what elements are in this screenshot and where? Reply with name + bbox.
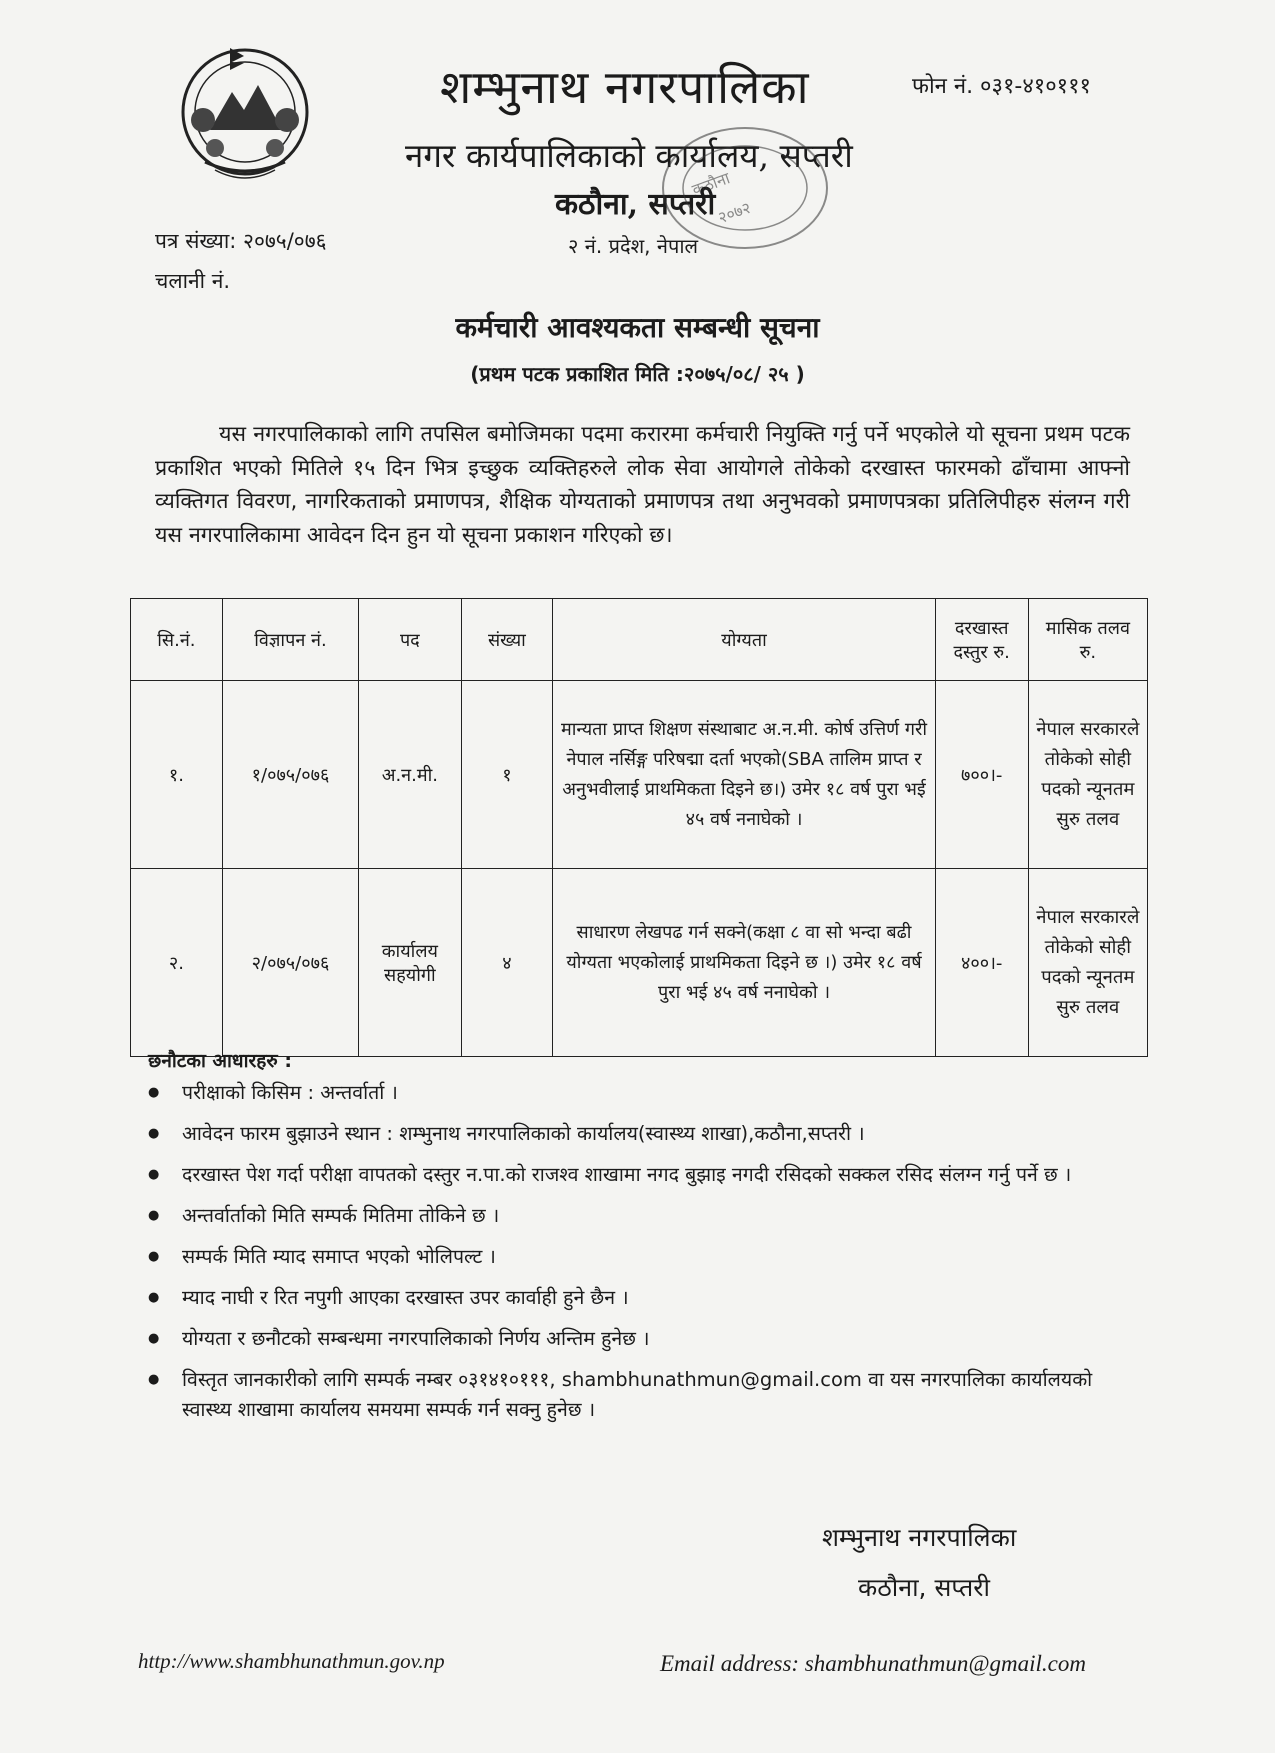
selection-basis-list: [128, 1078, 1133, 1436]
cell-ad-number: १/०७५/०७६: [222, 681, 358, 869]
cell-post: अ.न.मी.: [359, 681, 461, 869]
notice-title: कर्मचारी आवश्यकता सम्बन्धी सूचना: [455, 311, 820, 344]
list-item: ● सम्पर्क मिति म्याद समाप्त भएको भोलिपल्ट ।: [128, 1242, 1133, 1272]
office-location: कठौना, सप्तरी: [555, 187, 716, 222]
nepal-emblem-icon: [170, 30, 320, 190]
footer-email: Email address: shambhunathmun@gmail.com: [660, 1651, 1086, 1676]
cell-serial: १.: [131, 681, 223, 869]
cell-salary: नेपाल सरकारले तोकेको सोही पदको न्यूनतम सुरु तलव: [1028, 681, 1147, 869]
cell-qualification: मान्यता प्राप्त शिक्षण संस्थाबाट अ.न.मी. कोर्ष उत्तिर्ण गरी नेपाल नर्सिङ्ग परिषद्मा दर्ता भएको(SBA तालिम प्राप्त र अनुभवीलाई प्राथमिकता दिइने छ।) उमेर १८ वर्ष पुरा भई ४५ वर्ष ननाघेको ।: [553, 681, 935, 869]
svg-text:२०७२: २०७२: [715, 197, 754, 228]
header-fee: दरखास्त दस्तुर रु.: [935, 599, 1028, 681]
list-item: ● दरखास्त पेश गर्दा परीक्षा वापतको दस्तुर न.पा.को राजश्व शाखामा नगद बुझाइ नगदी रसिदको सक्कल रसिद संलग्न गर्नु पर्ने छ ।: [128, 1160, 1133, 1190]
header-qualification: योग्यता: [553, 599, 935, 681]
cell-fee: ७००।-: [935, 681, 1028, 869]
municipality-name: शम्भुनाथ नगरपालिका: [440, 60, 810, 114]
header-salary: मासिक तलव रु.: [1028, 599, 1147, 681]
header-serial: सि.नं.: [131, 599, 223, 681]
header-ad-number: विज्ञापन नं.: [222, 599, 358, 681]
intro-paragraph: यस नगरपालिकाको लागि तपसिल बमोजिमका पदमा करारमा कर्मचारी नियुक्ति गर्नु पर्ने भएकोले यो सूचना प्रथम पटक प्रकाशित भएको मितिले १५ दिन भित्र इच्छुक व्यक्तिहरुले लोक सेवा आयोगले तोकेको दरखास्त फारमको ढाँचामा आफ्नो व्यक्तिगत विवरण, नागरिकताको प्रमाणपत्र, शैक्षिक योग्यताको प्रमाणपत्र तथा अनुभवको प्रमाणपत्रका प्रतिलिपीहरु संलग्न गरी यस नगरपालिकामा आवेदन दिन हुन यो सूचना प्रकाशन गरिएको छ।: [155, 422, 1130, 548]
header-count: संख्या: [461, 599, 553, 681]
list-item: ● योग्यता र छनौटको सम्बन्धमा नगरपालिकाको निर्णय अन्तिम हुनेछ ।: [128, 1324, 1133, 1354]
cell-count: ४: [461, 869, 553, 1057]
signature-municipality: शम्भुनाथ नगरपालिका: [822, 1523, 1017, 1552]
list-item: ● म्याद नाघी र रित नपुगी आएका दरखास्त उपर कार्वाही हुने छैन ।: [128, 1283, 1133, 1313]
cell-count: १: [461, 681, 553, 869]
cell-serial: २.: [131, 869, 223, 1057]
notice-subtitle: (प्रथम पटक प्रकाशित मिति :२०७५/०८/ २५ ): [470, 362, 805, 386]
province-line: २ नं. प्रदेश, नेपाल: [568, 234, 699, 258]
vacancy-table: [130, 598, 1148, 1057]
cell-salary: नेपाल सरकारले तोकेको सोही पदको न्यूनतम सुरु तलव: [1028, 869, 1147, 1057]
cell-post: कार्यालय सहयोगी: [359, 869, 461, 1057]
footer-website: http://www.shambhunathmun.gov.np: [138, 1649, 445, 1673]
list-item: ● विस्तृत जानकारीको लागि सम्पर्क नम्बर ०३१४१०१११, shambhunathmun@gmail.com वा यस नगरपालिका कार्यालयको स्वास्थ्य शाखामा कार्यालय समयमा सम्पर्क गर्न सक्नु हुनेछ ।: [128, 1365, 1133, 1425]
header-post: पद: [359, 599, 461, 681]
table-row: [131, 869, 1148, 1057]
signature-location: कठौना, सप्तरी: [858, 1573, 990, 1602]
list-item: ● परीक्षाको किसिम : अन्तर्वार्ता ।: [128, 1078, 1133, 1108]
letter-number: पत्र संख्या: २०७५/०७६: [155, 229, 327, 253]
dispatch-number: चलानी नं.: [155, 269, 231, 293]
list-item: ● आवेदन फारम बुझाउने स्थान : शम्भुनाथ नगरपालिकाको कार्यालय(स्वास्थ्य शाखा),कठौना,सप्तरी ।: [128, 1119, 1133, 1149]
svg-text:कठौना: कठौना: [689, 168, 733, 200]
table-header-row: [131, 599, 1148, 681]
selection-basis-heading: छनौटका आधारहरु :: [148, 1050, 292, 1072]
cell-fee: ४००।-: [935, 869, 1028, 1057]
office-name: नगर कार्यपालिकाको कार्यालय, सप्तरी: [405, 136, 853, 175]
table-row: [131, 681, 1148, 869]
phone-number: फोन नं. ०३१-४१०१११: [912, 74, 1091, 99]
cell-ad-number: २/०७५/०७६: [222, 869, 358, 1057]
list-item: ● अन्तर्वार्ताको मिति सम्पर्क मितिमा तोकिने छ ।: [128, 1201, 1133, 1231]
office-stamp-icon: [655, 118, 835, 258]
cell-qualification: साधारण लेखपढ गर्न सक्ने(कक्षा ८ वा सो भन्दा बढी योग्यता भएकोलाई प्राथमिकता दिइने छ ।) उमेर १८ वर्ष पुरा भई ४५ वर्ष ननाघेको ।: [553, 869, 935, 1057]
